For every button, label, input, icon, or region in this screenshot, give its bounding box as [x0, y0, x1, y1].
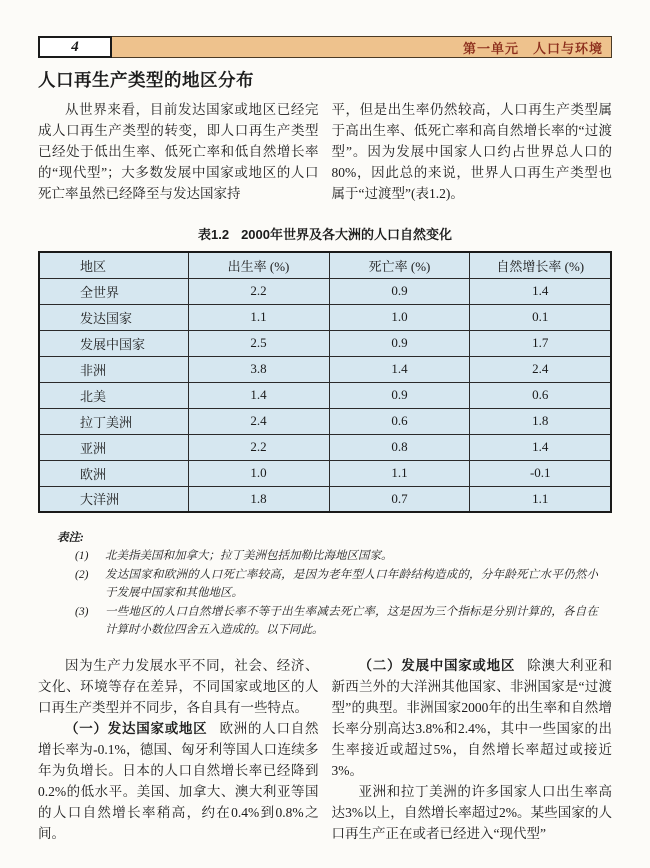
natural-growth-cell: 0.6	[470, 382, 611, 408]
header-cell-death-rate: 死亡率 (%)	[329, 252, 470, 278]
natural-growth-cell: 1.1	[470, 486, 611, 512]
birth-rate-cell: 2.2	[188, 278, 329, 304]
population-change-table	[38, 251, 612, 513]
natural-growth-cell: 1.7	[470, 330, 611, 356]
note-text: 一些地区的人口自然增长率不等于出生率减去死亡率，这是因为三个指标是分别计算的，各自在计算时小数位四舍五入造成的。以下同此。	[105, 605, 598, 636]
page-number: 4	[38, 36, 112, 58]
unit-header-bar	[112, 36, 612, 58]
table-row	[39, 460, 611, 486]
region-cell: 发展中国家	[39, 330, 188, 356]
birth-rate-cell: 1.8	[188, 486, 329, 512]
region-cell: 拉丁美洲	[39, 408, 188, 434]
birth-rate-cell: 1.4	[188, 382, 329, 408]
note-number: (3)	[75, 605, 89, 618]
table-note	[57, 566, 612, 603]
table-caption-label: 表1.2	[198, 227, 230, 242]
intro-column-right	[332, 99, 613, 204]
body-paragraph: 亚洲和拉丁美洲的许多国家人口出生率高达3%以上，自然增长率超过2%。某些国家的人口再生产正在或者已经进入“现代型”	[331, 783, 612, 841]
natural-growth-cell: 2.4	[470, 356, 611, 382]
table-row	[39, 278, 611, 304]
region-cell: 全世界	[39, 278, 188, 304]
birth-rate-cell: 3.8	[188, 356, 329, 382]
death-rate-cell: 0.6	[329, 408, 470, 434]
intro-paragraph-left: 从世界来看，目前发达国家或地区已经完成人口再生产类型的转变，即人口再生产类型已经处于低出生率、低死亡率和低自然增长率的“现代型”；大多数发展中国家或地区的人口死亡率虽然已经降至与发达国家持	[38, 102, 319, 201]
table-row	[39, 356, 611, 382]
table-header-row	[39, 252, 611, 278]
table-row	[39, 434, 611, 460]
body-paragraph	[38, 718, 319, 844]
intro-columns	[38, 99, 612, 204]
death-rate-cell: 1.4	[329, 356, 470, 382]
note-text: 发达国家和欧洲的人口死亡率较高，是因为老年型人口年龄结构造成的，分年龄死亡水平仍然小于发展中国家和其他地区。	[105, 568, 598, 599]
death-rate-cell: 0.9	[329, 330, 470, 356]
header-cell-birth-rate: 出生率 (%)	[188, 252, 329, 278]
table-row	[39, 408, 611, 434]
natural-growth-cell: 0.1	[470, 304, 611, 330]
body-column-left	[38, 655, 319, 844]
table-caption	[38, 224, 612, 243]
birth-rate-cell: 2.2	[188, 434, 329, 460]
section-title: 人口再生产类型的地区分布	[38, 70, 254, 90]
running-head	[38, 36, 612, 58]
region-cell: 欧洲	[39, 460, 188, 486]
subsection-heading-developed: （一）发达国家或地区	[65, 720, 208, 736]
death-rate-cell: 1.0	[329, 304, 470, 330]
region-cell: 发达国家	[39, 304, 188, 330]
table-note	[57, 603, 612, 640]
natural-growth-cell: 1.4	[470, 278, 611, 304]
table-note	[57, 547, 612, 566]
body-paragraph	[332, 655, 613, 781]
unit-title: 第一单元 人口与环境	[462, 40, 603, 56]
birth-rate-cell: 2.4	[188, 408, 329, 434]
birth-rate-cell: 2.5	[188, 330, 329, 356]
table-notes	[38, 530, 612, 640]
birth-rate-cell: 1.0	[188, 460, 329, 486]
header-cell-region: 地区	[39, 252, 188, 278]
region-cell: 北美	[39, 382, 188, 408]
intro-paragraph-right: 平，但是出生率仍然较高，人口再生产类型属于高出生率、低死亡率和高自然增长率的“过渡型”。因为发展中国家人口约占世界总人口的80%，因此总的来说，世界人口再生产类型也属于“过渡型”(表1.2)。	[331, 102, 612, 201]
death-rate-cell: 0.8	[329, 434, 470, 460]
table-row	[39, 330, 611, 356]
table-caption-title: 2000年世界及各大洲的人口自然变化	[241, 227, 452, 242]
region-cell: 亚洲	[39, 434, 188, 460]
table-row	[39, 304, 611, 330]
body-column-right	[332, 655, 613, 844]
table-row	[39, 382, 611, 408]
death-rate-cell: 0.9	[329, 278, 470, 304]
subsection-text: 除澳大利亚和新西兰外的大洋洲其他国家、非洲国家是“过渡型”的典型。非洲国家2000年的出生率和自然增长率分别高达3.8%和2.4%，其中一些国家的出生率接近或超过5%，自然增长率超过或接近3%。	[331, 657, 613, 778]
death-rate-cell: 0.9	[329, 382, 470, 408]
note-number: (1)	[75, 550, 89, 562]
table-notes-label: 表注:	[57, 532, 84, 544]
header-cell-natural-growth: 自然增长率 (%)	[470, 252, 611, 278]
note-text: 北美指美国和加拿大；拉丁美洲包括加勒比海地区国家。	[105, 550, 393, 562]
subsection-heading-developing: （二）发展中国家或地区	[358, 657, 516, 673]
body-columns	[38, 655, 612, 844]
death-rate-cell: 1.1	[329, 460, 470, 486]
region-cell: 非洲	[39, 356, 188, 382]
birth-rate-cell: 1.1	[188, 304, 329, 330]
natural-growth-cell: 1.4	[470, 434, 611, 460]
death-rate-cell: 0.7	[329, 486, 470, 512]
natural-growth-cell: -0.1	[470, 460, 611, 486]
subsection-text: 欧洲的人口自然增长率为-0.1%，德国、匈牙利等国人口连续多年为负增长。日本的人口自然增长率已经降到0.2%的低水平。美国、加拿大、澳大利亚等国的人口自然增长率稍高，约在0.4%到0.8%之间。	[38, 720, 319, 841]
natural-growth-cell: 1.8	[470, 408, 611, 434]
region-cell: 大洋洲	[39, 486, 188, 512]
intro-column-left	[38, 99, 319, 204]
table-row	[39, 486, 611, 512]
note-number: (2)	[75, 568, 89, 581]
body-paragraph: 因为生产力发展水平不同，社会、经济、文化、环境等存在差异，不同国家或地区的人口再生产类型并不同步，各自具有一些特点。	[38, 657, 319, 715]
